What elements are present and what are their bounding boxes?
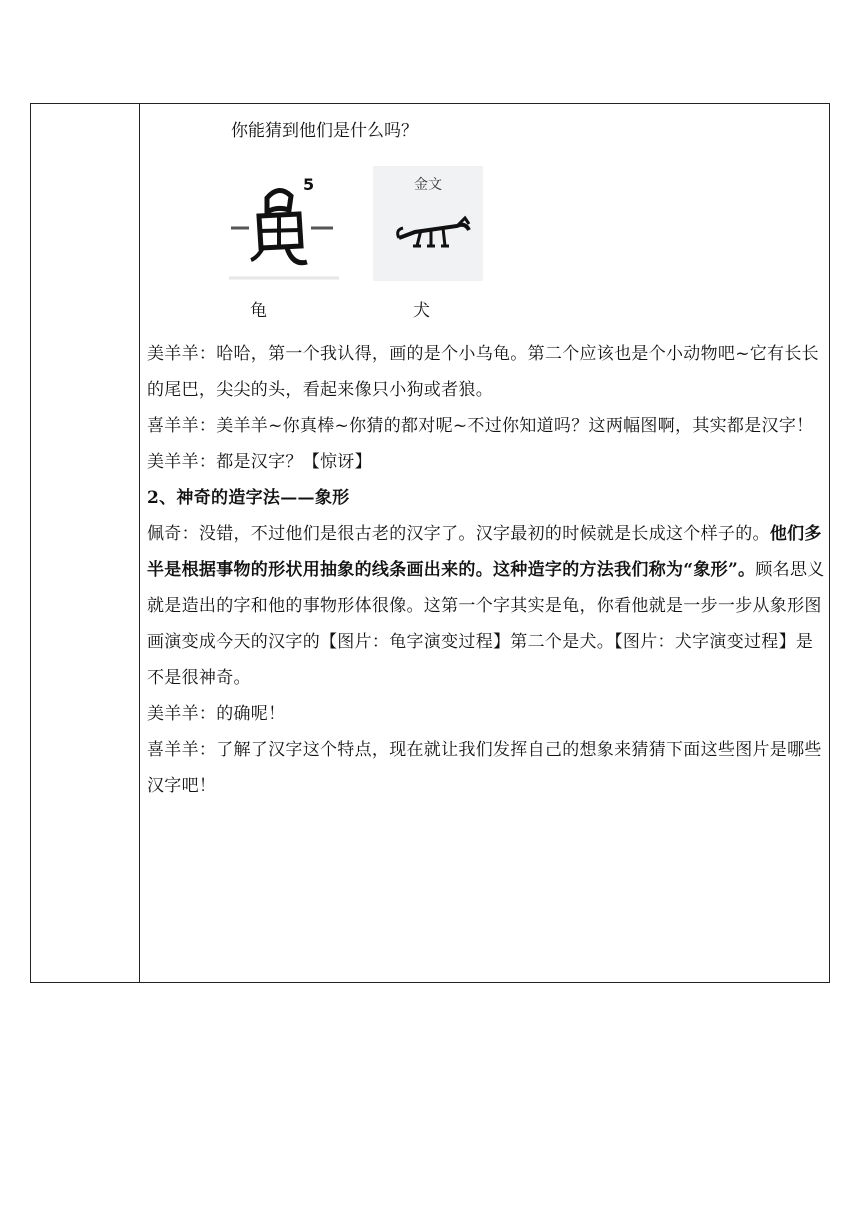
left-column-cell [31, 104, 140, 982]
paragraph-start: 佩奇：没错，不过他们是很古老的汉字了。汉字最初的时候就是长成这个样子的。 [147, 524, 770, 544]
paragraph: 喜羊羊：了解了汉字这个特点，现在就让我们发挥自己的想象来猜猜下面这些图片是哪些汉字吧！ [147, 740, 822, 796]
paragraph-bold-definition: 他们多半是根据事物的形状用抽象的线条画出来的。这种造字的方法我们称为“象形”。 [147, 524, 822, 580]
caption-left: 龟 [250, 301, 267, 321]
lesson-table [30, 103, 830, 983]
paragraph: 美羊羊：哈哈，第一个我认得，画的是个小乌龟。第二个应该也是个小动物吧~它有长长的尾巴，尖尖的头，看起来像只小狗或者狼。 [147, 344, 819, 400]
dog-glyph-image [373, 166, 483, 281]
tortoise-superscript: 5 [303, 175, 315, 194]
paragraph [147, 516, 827, 696]
dog-glyph-drawing [373, 166, 483, 281]
section-heading: 2、神奇的造字法——象形 [147, 488, 350, 508]
tortoise-glyph-drawing [229, 166, 339, 281]
paragraph: 喜羊羊：美羊羊~你真棒~你猜的都对呢~不过你知道吗？这两幅图啊，其实都是汉字！ [147, 416, 814, 436]
dog-glyph-label: 金文 [414, 177, 442, 193]
dialogue-body [147, 336, 827, 804]
tortoise-glyph-image [229, 166, 339, 281]
caption-right: 犬 [413, 301, 430, 321]
paragraph: 美羊羊：都是汉字？【惊讶】 [147, 452, 372, 472]
question-text: 你能猜到他们是什么吗？ [231, 121, 418, 141]
paragraph: 美羊羊：的确呢！ [147, 704, 286, 724]
paragraph-end: 顾名思义就是造出的字和他的事物形体很像。这第一个字其实是龟，你看他就是一步一步从象形图画演变成今天的汉字的【图片：龟字演变过程】第二个是犬。【图片：犬字演变过程】是不是很神奇。 [147, 560, 825, 688]
